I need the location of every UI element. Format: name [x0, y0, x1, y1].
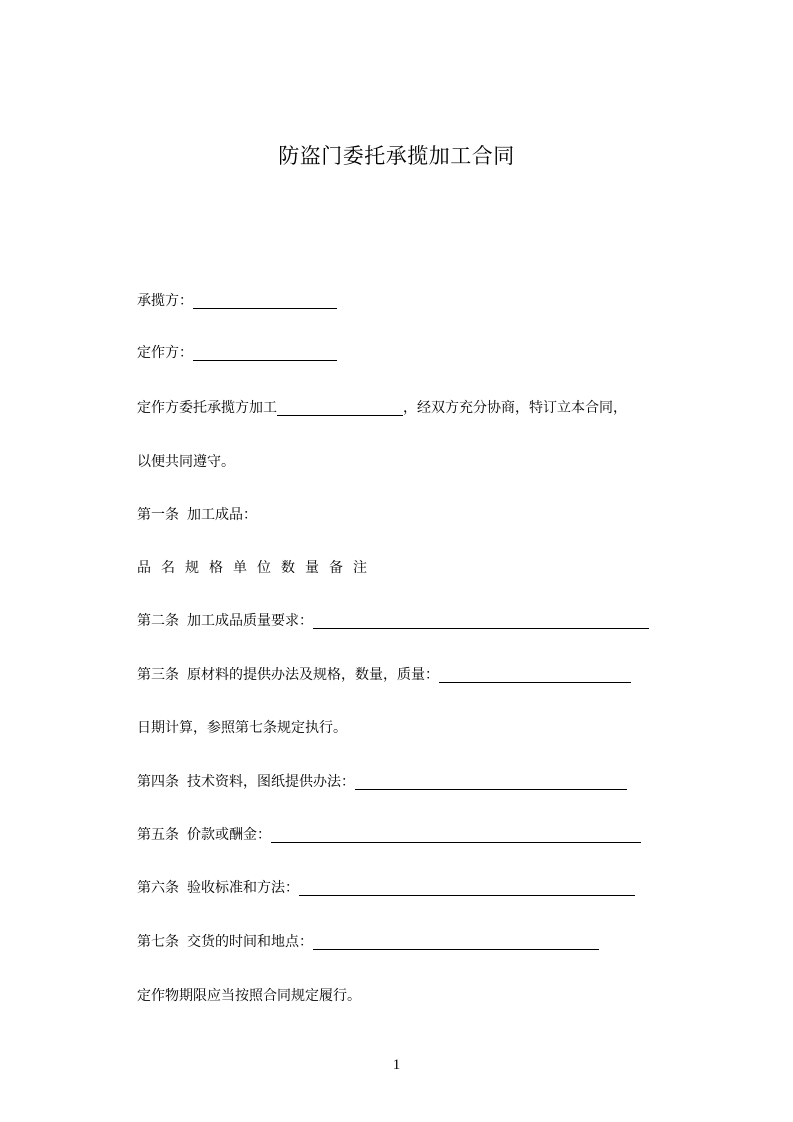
article-4-text: 技术资料，图纸提供办法：	[187, 774, 355, 790]
date-line-text: 日期计算，参照第七条规定执行。	[137, 720, 347, 736]
intro-line	[137, 398, 627, 418]
article-2-blank	[313, 613, 649, 629]
article-3-blank	[439, 667, 631, 683]
product-blank	[277, 400, 403, 416]
contractor-line	[137, 291, 337, 311]
article-2-text: 加工成品质量要求：	[187, 613, 313, 629]
contractor-blank	[193, 293, 337, 309]
intro-line-2	[137, 452, 235, 472]
page-number: 1	[392, 1057, 401, 1073]
article-1-number: 第一条	[137, 507, 179, 523]
article-7-number: 第七条	[137, 934, 179, 950]
intro-line2-text: 以便共同遵守。	[137, 454, 235, 470]
article-1-text: 加工成品：	[187, 507, 257, 523]
article-4	[137, 772, 627, 792]
article-2-number: 第二条	[137, 613, 179, 629]
article-5-blank	[271, 827, 641, 843]
client-blank	[193, 345, 337, 361]
client-line	[137, 343, 337, 363]
contractor-label: 承揽方：	[137, 293, 193, 309]
article-7	[137, 932, 599, 952]
intro-suffix: ，经双方充分协商，特订立本合同，	[403, 400, 627, 416]
final-line	[137, 986, 361, 1006]
article-5	[137, 825, 641, 845]
article-4-number: 第四条	[137, 774, 179, 790]
table-header-text: 品名规格单位数量备注	[137, 560, 377, 576]
date-line	[137, 718, 347, 738]
final-line-text: 定作物期限应当按照合同规定履行。	[137, 988, 361, 1004]
article-3-number: 第三条	[137, 667, 179, 683]
article-6	[137, 878, 635, 898]
article-6-text: 验收标准和方法：	[187, 880, 299, 896]
article-4-blank	[355, 774, 627, 790]
article-3-text: 原材料的提供办法及规格，数量，质量：	[187, 667, 439, 683]
intro-prefix: 定作方委托承揽方加工	[137, 400, 277, 416]
article-1	[137, 505, 257, 525]
article-2	[137, 611, 649, 631]
article-6-blank	[299, 880, 635, 896]
article-7-text: 交货的时间和地点：	[187, 934, 313, 950]
article-5-number: 第五条	[137, 827, 179, 843]
article-3	[137, 665, 631, 685]
article-7-blank	[313, 934, 599, 950]
article-6-number: 第六条	[137, 880, 179, 896]
client-label: 定作方：	[137, 345, 193, 361]
table-header	[137, 558, 377, 578]
document-title: 防盗门委托承揽加工合同	[278, 144, 515, 168]
article-5-text: 价款或酬金：	[187, 827, 271, 843]
